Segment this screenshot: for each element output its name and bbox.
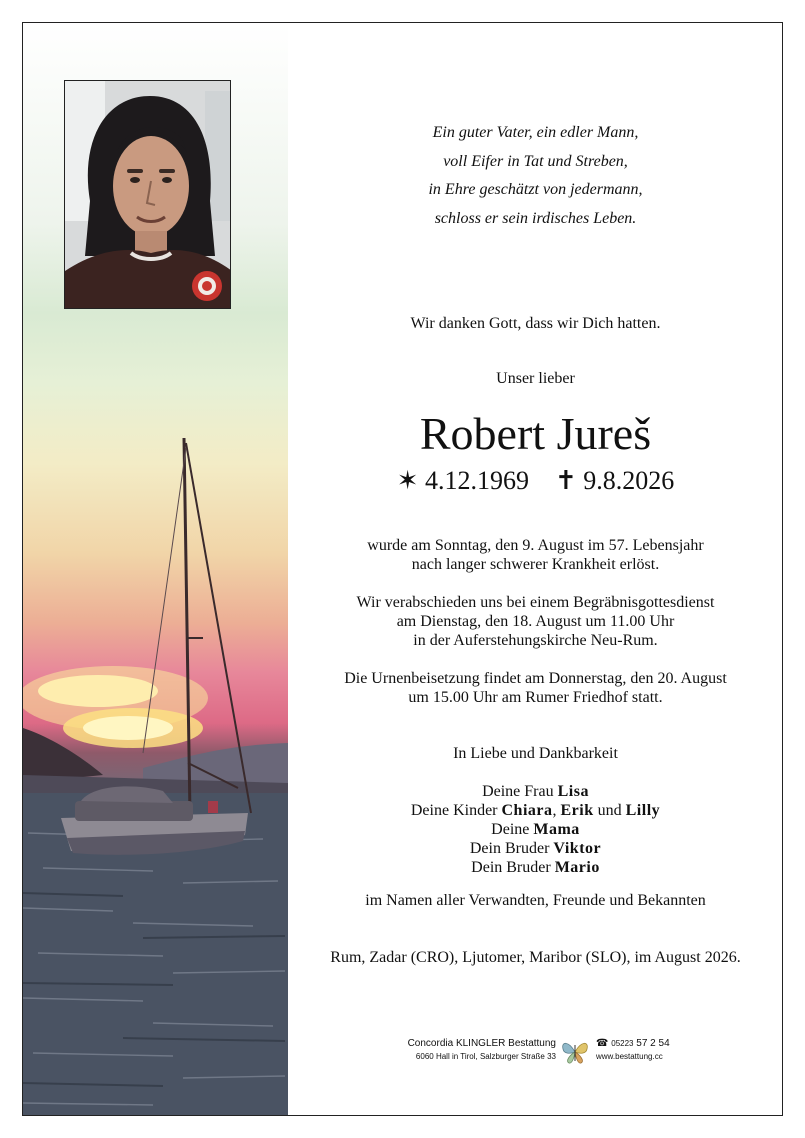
company-name: Concordia KLINGLER Bestattung [407, 1038, 556, 1049]
portrait-photo [64, 80, 231, 309]
phone-line [596, 1037, 670, 1051]
poem [289, 119, 782, 233]
family-member-name: Mario [554, 859, 600, 876]
poem-line: Ein guter Vater, ein edler Mann, [432, 124, 639, 141]
portrait-illustration [65, 81, 231, 309]
text-line: Wir verabschieden uns bei einem Begräbnisgottesdienst [356, 594, 715, 611]
birth-date: 4.12.1969 [425, 466, 529, 495]
footer-company [396, 1037, 556, 1063]
conjunction: und [597, 802, 622, 819]
family-prefix: Deine [491, 821, 530, 838]
burial-notice [289, 669, 782, 707]
life-dates [289, 465, 782, 497]
death-notice [289, 536, 782, 574]
text-line: Die Urnenbeisetzung findet am Donnerstag, den 20. August [344, 670, 727, 687]
place-date: Rum, Zadar (CRO), Ljutomer, Maribor (SLO), im August 2026. [330, 949, 741, 966]
family-member-name: Lilly [625, 802, 661, 819]
phone-prefix: 05223 [611, 1039, 634, 1048]
company-address: 6060 Hall in Tirol, Salzburger Straße 33 [415, 1052, 556, 1061]
phone-icon: ☎ [596, 1038, 609, 1049]
family-member-name: Mama [533, 821, 580, 838]
family-prefix: Dein Bruder [469, 840, 550, 857]
family-wife [289, 782, 782, 801]
family-mother [289, 820, 782, 839]
family-brother [289, 858, 782, 877]
text-line: nach langer schwerer Krankheit erlöst. [411, 556, 660, 573]
family-prefix: Dein Bruder [471, 859, 551, 876]
family-member-name: Viktor [553, 840, 602, 857]
obituary-card [22, 22, 783, 1116]
butterfly-icon [561, 1039, 589, 1065]
closing-line: im Namen aller Verwandten, Freunde und Bekannten [365, 892, 706, 909]
family-member-name: Erik [560, 802, 594, 819]
thanks-line: Wir danken Gott, dass wir Dich hatten. [410, 315, 661, 332]
death-cross-icon: ✝ [555, 466, 577, 495]
family-prefix: Deine Frau [482, 783, 554, 800]
text-line: um 15.00 Uhr am Rumer Friedhof statt. [408, 689, 663, 706]
sailboat-sunset-image [23, 23, 288, 1115]
phone-number: 57 2 54 [636, 1038, 670, 1049]
family-brother [289, 839, 782, 858]
website-link[interactable]: www.bestattung.cc [596, 1052, 663, 1061]
poem-line: schloss er sein irdisches Leben. [434, 209, 637, 227]
family-list [289, 782, 782, 877]
funeral-notice [289, 593, 782, 650]
intro-line: Unser lieber [496, 370, 575, 387]
poem-line: in Ehre geschätzt von jedermann, [428, 181, 643, 198]
footer-contact [596, 1037, 670, 1063]
death-date: 9.8.2026 [583, 466, 675, 495]
poem-line: voll Eifer in Tat und Streben, [443, 152, 628, 170]
family-prefix: Deine Kinder [410, 802, 498, 819]
separator: , [552, 802, 557, 819]
text-line: wurde am Sonntag, den 9. August im 57. Lebensjahr [367, 537, 704, 554]
love-line: In Liebe und Dankbarkeit [453, 745, 618, 762]
obituary-text [289, 23, 782, 1115]
family-children [289, 801, 782, 820]
birth-star-icon: ✶ [396, 466, 419, 495]
text-line: in der Auferstehungskirche Neu-Rum. [413, 632, 658, 649]
text-line: am Dienstag, den 18. August um 11.00 Uhr [396, 613, 675, 630]
family-member-name: Chiara [501, 802, 553, 819]
family-member-name: Lisa [557, 783, 589, 800]
funeral-home-footer [396, 1037, 696, 1067]
deceased-name: Robert Jureš [419, 408, 652, 459]
